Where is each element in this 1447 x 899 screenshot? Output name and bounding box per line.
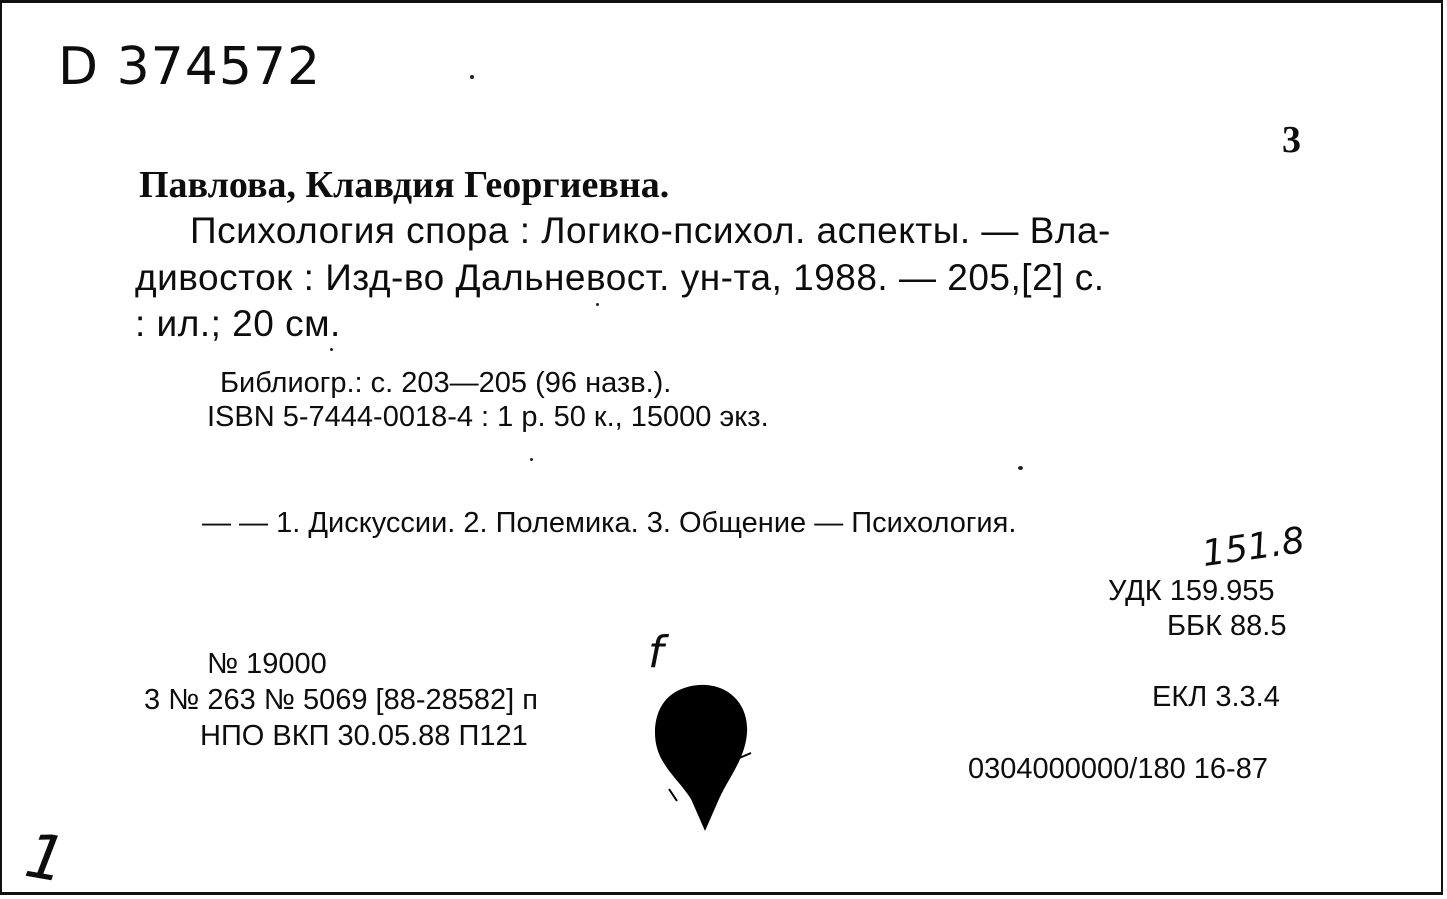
handwritten-page-mark: 1 [20,818,72,897]
bibliography-note: Библиогр.: с. 203—205 (96 назв.). [220,367,672,399]
catalog-code: 0304000000/180 16-87 [968,753,1268,785]
speck [330,348,333,351]
card-number: № 19000 [207,648,327,680]
description-line: Психология спора : Логико-психол. аспекты. — Вла- [190,210,1111,251]
ink-blot [647,681,757,836]
bbk-index: ББК 88.5 [1167,610,1287,642]
order-line: 3 № 263 № 5069 [88-28582] п [144,684,538,716]
shelfmark: D 374572 [58,37,322,97]
description-line: дивосток : Изд-во Дальневост. ун-та, 1988. — 205,[2] с. [135,257,1105,298]
description-line: : ил.; 20 см. [135,303,341,344]
corner-digit: 3 [1282,119,1301,161]
handwritten-letter: f [648,627,664,678]
handwritten-class-number: 151.8 [1199,520,1308,575]
publisher-line: НПО ВКП 30.05.88 П121 [200,720,528,752]
subject-headings: — — 1. Дискуссии. 2. Полемика. 3. Общение — Психология. [202,507,1017,539]
isbn-note: ISBN 5-7444-0018-4 : 1 р. 50 к., 15000 экз. [207,401,769,433]
udk-index: УДК 159.955 [1108,575,1275,607]
speck [1018,466,1023,470]
ekl-index: ЕКЛ 3.3.4 [1152,681,1280,713]
speck [596,303,599,306]
speck [470,75,474,79]
speck [530,458,533,461]
author-heading: Павлова, Клавдия Георгиевна. [139,164,670,206]
